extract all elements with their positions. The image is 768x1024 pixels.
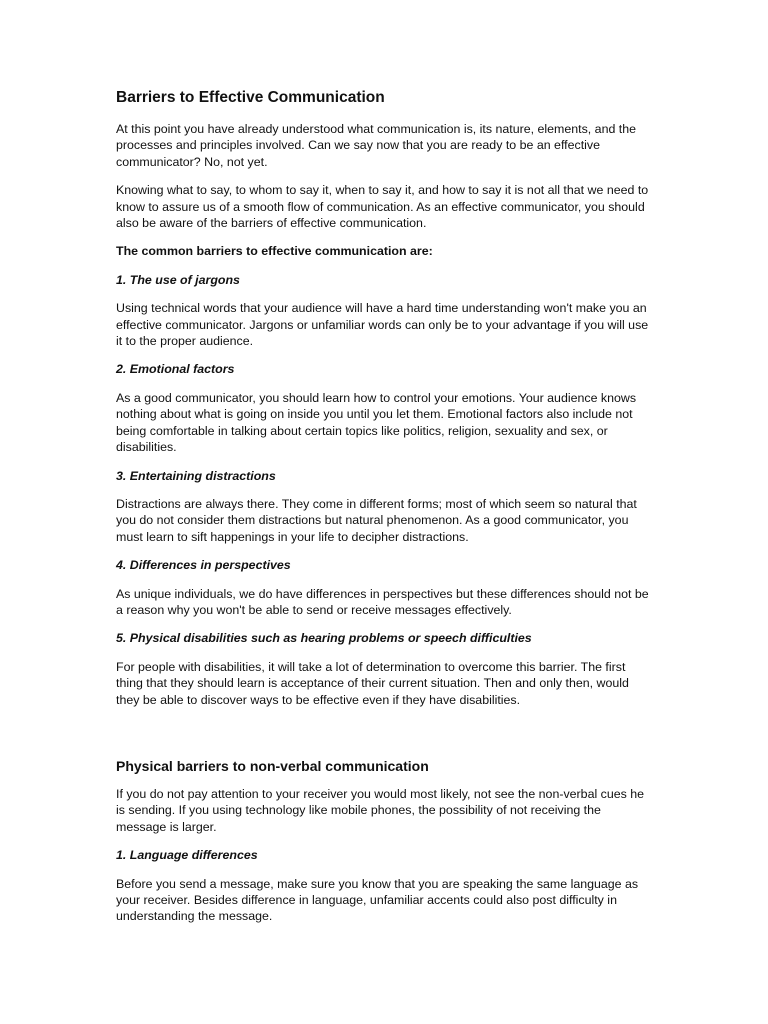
barrier-title: 4. Differences in perspectives <box>116 558 291 573</box>
barrier-title: 5. Physical disabilities such as hearing problems or speech difficulties <box>116 631 532 646</box>
list-lead: The common barriers to effective communication are: <box>116 244 433 259</box>
barrier-body: As unique individuals, we do have differences in perspectives but these differences should not be a reason why you won't be able to send or receive messages effectively. <box>116 586 649 617</box>
section-heading-physical-barriers: Physical barriers to non-verbal communication <box>116 757 429 774</box>
barrier-body: Before you send a message, make sure you know that you are speaking the same language as your receiver. Besides difference in language, unfamiliar accents could also post difficulty in understanding the message. <box>116 876 639 924</box>
intro-paragraph: At this point you have already understood what communication is, its nature, elements, and the processes and principles involved. Can we say now that you are ready to be an effective communicator? No, not yet. <box>116 122 637 169</box>
barrier-body: For people with disabilities, it will take a lot of determination to overcome this barrier. The first thing that they should learn is acceptance of their current situation. Then and only then, would they be able to discover ways to be effective even if they have disabilities. <box>116 659 629 707</box>
intro-paragraph: Knowing what to say, to whom to say it, when to say it, and how to say it is not all that we need to know to assure us of a smooth flow of communication. As an effective communicator, you should also be aware of the barriers of effective communication. <box>116 183 649 231</box>
barrier-title: 3. Entertaining distractions <box>116 468 276 483</box>
document-page <box>116 88 654 937</box>
barrier-title: 2. Emotional factors <box>116 362 235 377</box>
intro-paragraph: If you do not pay attention to your receiver you would most likely, not see the non-verbal cues he is sending. If you using technology like mobile phones, the possibility of not receiving the message is larger. <box>116 786 645 834</box>
barrier-body: As a good communicator, you should learn how to control your emotions. Your audience knows nothing about what is going on inside you until you let them. Emotional factors also include not being comfortable in talking about certain topics like politics, religion, sexuality and sex, or disabilities. <box>116 390 637 455</box>
barrier-title: 1. The use of jargons <box>116 272 240 287</box>
barrier-body: Using technical words that your audience will have a hard time understanding won't make you an effective communicator. Jargons or unfamiliar words can only be to your advantage if you will use it to the proper audience. <box>116 301 649 349</box>
section-heading-barriers: Barriers to Effective Communication <box>116 89 385 106</box>
barrier-body: Distractions are always there. They come in different forms; most of which seem so natural that you do not consider them distractions but natural phenomenon. As a good communicator, you must learn to sift happenings in your life to decipher distractions. <box>116 496 637 544</box>
section-spacer <box>116 720 654 756</box>
barrier-title: 1. Language differences <box>116 848 258 863</box>
